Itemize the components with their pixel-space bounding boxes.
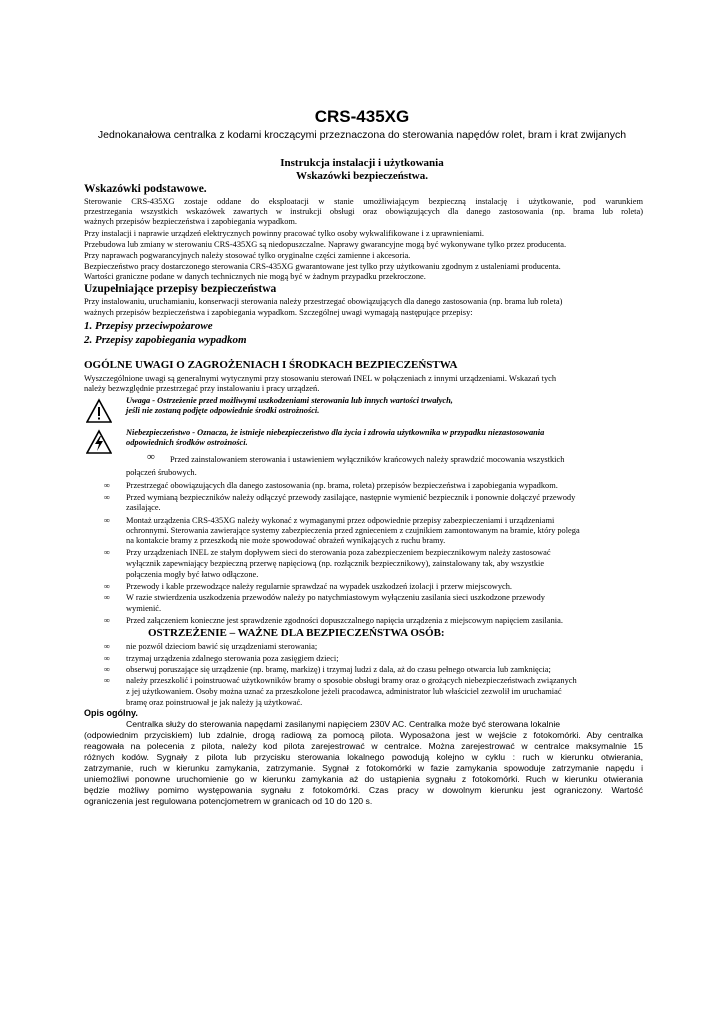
general-bullet-line: W razie stwierdzenia uszkodzenia przewodów należy po natychmiastowym wyłączeniu zasilania sieci uszkodzone przewody (126, 593, 545, 602)
bullet-icon: ∞ (104, 481, 110, 490)
basics-heading: Wskazówki podstawowe. (84, 183, 207, 195)
regulation-fire: 1. Przepisy przeciwpożarowe (84, 320, 213, 332)
general-bullet-line: Przy urządzeniach INEL ze stałym dopływem sieci do sterowania poza zabezpieczeniem bezpiecznikowym należy zastosować (126, 548, 551, 557)
general-bullet-line: Przed załączeniem konieczne jest sprawdzenie zgodności dopuszczalnego napięcia urządzenia z miejscowym napięciem zasilania. (126, 616, 563, 625)
bullet-icon: ∞ (147, 451, 155, 463)
warning-text-line: Uwaga - Ostrzeżenie przed możliwymi uszkodzeniami sterowania lub innych wartości trwałych, (126, 396, 453, 405)
basics-line: Przebudowa lub zmiany w sterowaniu CRS-435XG są niedopuszczalne. Naprawy gwarancyjne mogą być wykonywane tylko przez producenta. (84, 240, 567, 249)
bullet-icon: ∞ (104, 676, 110, 685)
warning-triangle-icon (86, 398, 112, 424)
danger-text-line: odpowiednich środków ostrożności. (126, 438, 248, 447)
document-subtitle: Jednokanałowa centralka z kodami kroczącymi przeznaczona do sterowania napędów rolet, bram i krat zwijanych (97, 129, 627, 141)
general-bullet-line: wyłącznik zapewniający bezpieczną przerwę napięciową (np. rozłącznik bezpiecznikowy), zainstalowany tak, aby wszystkie (126, 559, 545, 568)
bullet-icon: ∞ (104, 654, 110, 663)
bullet-icon: ∞ (104, 665, 110, 674)
general-bullet-line: Przestrzegać obowiązujących dla danego zastosowania (np. brama, roleta) przepisów bezpieczeństwa i zapobiegania wypadkom. (126, 481, 558, 490)
overview-line: Centralka służy do sterowania napędami zasilanymi napięciem 230V AC. Centralka może być sterowana lokalnie (126, 719, 561, 729)
bullet-icon: ∞ (104, 616, 110, 625)
overview-heading: Opis ogólny. (84, 708, 138, 718)
general-bullet-line: Przewody i kable przewodzące należy regularnie sprawdzać na wypadek uszkodzeń izolacji i przerw miejscowych. (126, 582, 513, 591)
basics-line: Bezpieczeństwo pracy dostarczonego sterowania CRS-435XG gwarantowane jest tylko przy użytkowaniu zgodnym z ustaleniami producenta. (84, 262, 561, 271)
heading-safety: Wskazówki bezpieczeństwa. (296, 170, 428, 182)
overview-line: ograniczenia jest regulowana potencjometrem w granicach od 10 do 120 s. (84, 796, 373, 806)
overview-line: zatrzymanie, ruch w kierunku zamykania, zatrzymanie. Sygnał z fotokomórki w fazie zamykania spowoduje zatrzymanie napędu i (84, 763, 643, 773)
overview-line: (odpowiednim przyciskiem) lub zdalnie, drogą radiową za pomocą pilota. Wyposażona jest w wejście z fotokomórki. Aby centralka (84, 730, 643, 740)
warning-text-line: jeśli nie zostaną podjęte odpowiednie środki ostrożności. (126, 406, 320, 415)
danger-text-line: Niebezpieczeństwo - Oznacza, że istnieje niebezpieczeństwo dla życia i zdrowia użytkownika w przypadku niezastosowania (126, 428, 545, 437)
persons-bullet-line: bramę oraz poinstruował je jak należy ją użytkować. (126, 698, 303, 707)
basics-line: Przy instalacji i naprawie urządzeń elektrycznych powinny pracować tylko osoby wykwalifikowane i z uprawnieniami. (84, 229, 485, 238)
general-bullet-line: na kontakcie bramy z przeszkodą nie może spowodować obrażeń wynikających z ruchu bramy. (126, 536, 446, 545)
first-bullet-line: połączeń śrubowych. (126, 468, 197, 477)
general-bullet-line: Przed wymianą bezpieczników należy odłączyć przewody zasilające, następnie wymienić bezpiecznik i ponownie dołączyć przewody (126, 493, 576, 502)
overview-line: reagowała na polecenia z pilota, należy kod pilota zarejestrować w centralce. Można zarejestrować w centralce maksymalnie 15 (84, 741, 643, 751)
basics-line: Przy naprawach pogwarancyjnych należy stosować tylko oryginalne części zamienne i akcesoria. (84, 251, 411, 260)
bullet-icon: ∞ (104, 548, 110, 557)
basics-line: przestrzegania wszystkich wskazówek zawartych w instrukcji obsługi oraz obowiązujących dla danego zastosowania (np. brama lub roleta) (84, 207, 643, 216)
supplementary-line: Przy instalowaniu, uruchamianiu, konserwacji sterowania należy przestrzegać obowiązujących dla danego zastosowania (np. brama lub roleta) (84, 297, 563, 306)
overview-line: będzie możliwy pomimo występowania sygnału z fotokomórki. Czas pracy w dowolnym kierunku jest ograniczony. Wartość (84, 785, 643, 795)
general-heading: OGÓLNE UWAGI O ZAGROŻENIACH I ŚRODKACH BEZPIECZEŃSTWA (84, 359, 458, 371)
basics-line: Sterowanie CRS-435XG zostaje oddane do eksploatacji w stanie umożliwiającym bezpieczną instalację i użytkowanie, pod warunkiem (84, 197, 643, 206)
general-bullet-line: zasilające. (126, 503, 161, 512)
persons-bullet-line: nie pozwól dzieciom bawić się urządzeniami sterowania; (126, 642, 318, 651)
heading-instructions: Instrukcja instalacji i użytkowania (280, 157, 444, 169)
bullet-icon: ∞ (104, 493, 110, 502)
general-bullet-line: Montaż urządzenia CRS-435XG należy wykonać z wymaganymi przez odpowiednie przepisy zabezpieczeniami i urządzeniami (126, 516, 555, 525)
persons-bullet-line: obserwuj poruszające się urządzenie (np. bramę, markizę) i trzymaj ludzi z dala, aż do czasu pełnego otwarcia lub zamknięcia; (126, 665, 551, 674)
regulation-accident: 2. Przepisy zapobiegania wypadkom (84, 334, 247, 346)
persons-bullet-line: należy przeszkolić i poinstruować użytkowników bramy o sposobie obsługi bramy oraz o grożących niebezpieczeństwach związanych (126, 676, 577, 685)
basics-line: ważnych przepisów bezpieczeństwa i zapobiegania wypadkom. (84, 217, 298, 226)
general-bullet-line: ochronnymi. Sterowania zawierające systemy zabezpieczenia przed zgnieceniem z czujnikiem zamontowanym na bramie, który polega (126, 526, 580, 535)
bullet-icon: ∞ (104, 593, 110, 602)
persons-heading: OSTRZEŻENIE – WAŻNE DLA BEZPIECZEŃSTWA OSÓB: (148, 627, 445, 639)
general-bullet-line: wymienić. (126, 604, 162, 613)
bullet-icon: ∞ (104, 516, 110, 525)
supplementary-line: ważnych przepisów bezpieczeństwa i zapobiegania wypadkom. Szczególnej uwagi wymagają następujące przepisy: (84, 308, 473, 317)
basics-line: Wartości graniczne podane w danych technicznych nie mogą być w żadnym przypadku przekroczone. (84, 272, 426, 281)
persons-bullet-line: z jej użytkowaniem. Osoby można uznać za przeszkolone jeżeli pracodawca, administrator lub właściciel zezwolił im uruchamiać (126, 687, 562, 696)
general-intro-line: Wyszczególnione uwagi są generalnymi wytycznymi przy stosowaniu sterowań INEL w połączeniach z innymi urządzeniami. Wskazań tych (84, 374, 557, 383)
supplementary-heading: Uzupełniające przepisy bezpieczeństwa (84, 283, 277, 295)
document-title: CRS-435XG (314, 107, 410, 126)
general-bullet-line: połączenia mogły być łatwo odłączone. (126, 570, 259, 579)
persons-bullet-line: trzymaj urządzenia zdalnego sterowania poza zasięgiem dzieci; (126, 654, 339, 663)
electric-hazard-icon (86, 429, 112, 455)
first-bullet-line: Przed zainstalowaniem sterowania i ustawieniem wyłączników krańcowych należy sprawdzić mocowania wszystkich (170, 455, 565, 464)
general-intro-line: należy bezwzględnie przestrzegać przy instalowaniu i pracy urządzeń. (84, 384, 320, 393)
overview-line: uniemożliwi ponowne uruchomienie go w kierunku zamykania aż do ustąpienia sygnału z fotokomórki. Ruch w kierunku otwierania (84, 774, 643, 784)
overview-line: różnych kodów. Sygnały z pilota lub przycisku sterowania lokalnego powodują kolejno w cyklu : ruch w kierunku otwierania, (84, 752, 643, 762)
bullet-icon: ∞ (104, 582, 110, 591)
bullet-icon: ∞ (104, 642, 110, 651)
